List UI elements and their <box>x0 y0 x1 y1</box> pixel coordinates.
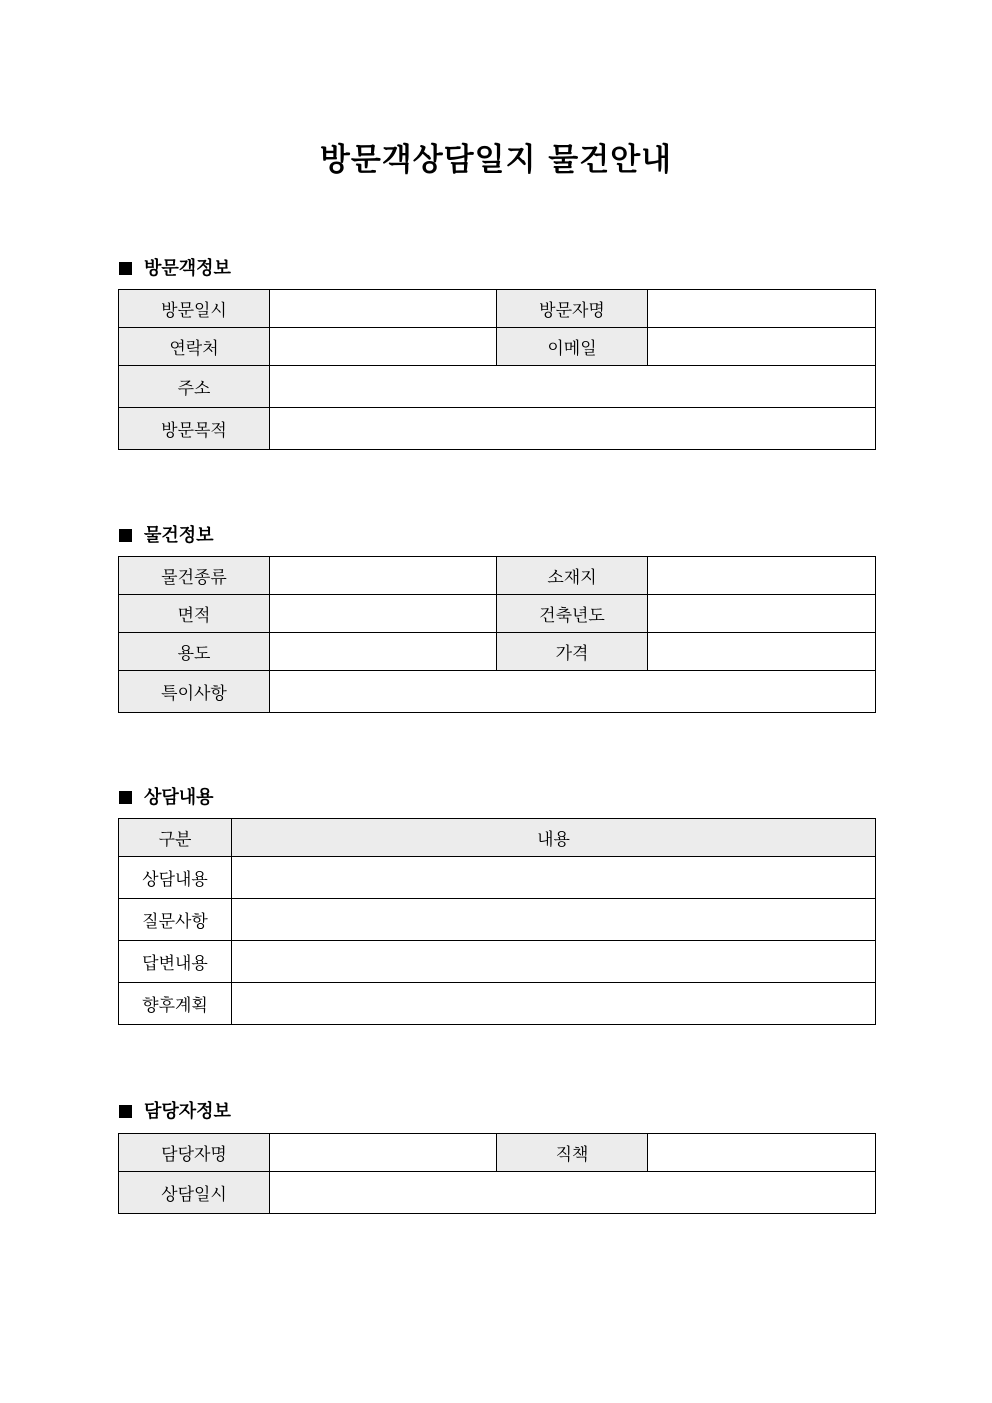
table-row <box>119 1134 876 1172</box>
address-field[interactable] <box>270 366 876 408</box>
table-row <box>119 633 876 671</box>
property-type-label: 물건종류 <box>119 557 270 595</box>
section-title: 방문객정보 <box>144 258 231 279</box>
visitor-name-field[interactable] <box>648 290 876 328</box>
section-heading-property <box>119 521 214 547</box>
location-label: 소재지 <box>497 557 648 595</box>
email-label: 이메일 <box>497 328 648 366</box>
section-heading-staff <box>119 1097 231 1123</box>
price-label: 가격 <box>497 633 648 671</box>
table-header-row <box>119 819 876 857</box>
position-field[interactable] <box>648 1134 876 1172</box>
built-year-label: 건축년도 <box>497 595 648 633</box>
position-label: 직책 <box>497 1134 648 1172</box>
square-bullet-icon <box>119 262 132 275</box>
table-row <box>119 1172 876 1214</box>
table-row <box>119 899 876 941</box>
square-bullet-icon <box>119 529 132 542</box>
table-row <box>119 290 876 328</box>
property-type-field[interactable] <box>270 557 497 595</box>
staff-name-field[interactable] <box>270 1134 497 1172</box>
questions-field[interactable] <box>232 899 876 941</box>
usage-field[interactable] <box>270 633 497 671</box>
future-plan-label: 향후계획 <box>119 983 232 1025</box>
page-title: 방문객상담일지 물건안내 <box>319 142 673 178</box>
table-row <box>119 857 876 899</box>
visitor-info-table <box>118 289 876 450</box>
address-label: 주소 <box>119 366 270 408</box>
table-row <box>119 366 876 408</box>
price-field[interactable] <box>648 633 876 671</box>
staff-name-label: 담당자명 <box>119 1134 270 1172</box>
visitor-name-label: 방문자명 <box>497 290 648 328</box>
answers-label: 답변내용 <box>119 941 232 983</box>
answers-field[interactable] <box>232 941 876 983</box>
section-title: 물건정보 <box>144 525 214 546</box>
visit-date-field[interactable] <box>270 290 497 328</box>
category-column-header: 구분 <box>119 819 232 857</box>
built-year-field[interactable] <box>648 595 876 633</box>
visit-purpose-field[interactable] <box>270 408 876 450</box>
future-plan-field[interactable] <box>232 983 876 1025</box>
consult-date-field[interactable] <box>270 1172 876 1214</box>
table-row <box>119 671 876 713</box>
visit-purpose-label: 방문목적 <box>119 408 270 450</box>
contact-field[interactable] <box>270 328 497 366</box>
area-label: 면적 <box>119 595 270 633</box>
staff-info-table <box>118 1133 876 1214</box>
consult-content-field[interactable] <box>232 857 876 899</box>
remarks-field[interactable] <box>270 671 876 713</box>
location-field[interactable] <box>648 557 876 595</box>
property-info-table <box>118 556 876 713</box>
section-heading-consultation <box>119 783 214 809</box>
email-field[interactable] <box>648 328 876 366</box>
contact-label: 연락처 <box>119 328 270 366</box>
table-row <box>119 983 876 1025</box>
visit-date-label: 방문일시 <box>119 290 270 328</box>
square-bullet-icon <box>119 1105 132 1118</box>
consult-date-label: 상담일시 <box>119 1172 270 1214</box>
section-title: 담당자정보 <box>144 1101 231 1122</box>
questions-label: 질문사항 <box>119 899 232 941</box>
table-row <box>119 941 876 983</box>
consult-content-label: 상담내용 <box>119 857 232 899</box>
square-bullet-icon <box>119 791 132 804</box>
section-heading-visitor <box>119 254 231 280</box>
consultation-table <box>118 818 876 1025</box>
usage-label: 용도 <box>119 633 270 671</box>
section-title: 상담내용 <box>144 787 214 808</box>
area-field[interactable] <box>270 595 497 633</box>
table-row <box>119 557 876 595</box>
table-row <box>119 595 876 633</box>
content-column-header: 내용 <box>232 819 876 857</box>
table-row <box>119 408 876 450</box>
table-row <box>119 328 876 366</box>
remarks-label: 특이사항 <box>119 671 270 713</box>
